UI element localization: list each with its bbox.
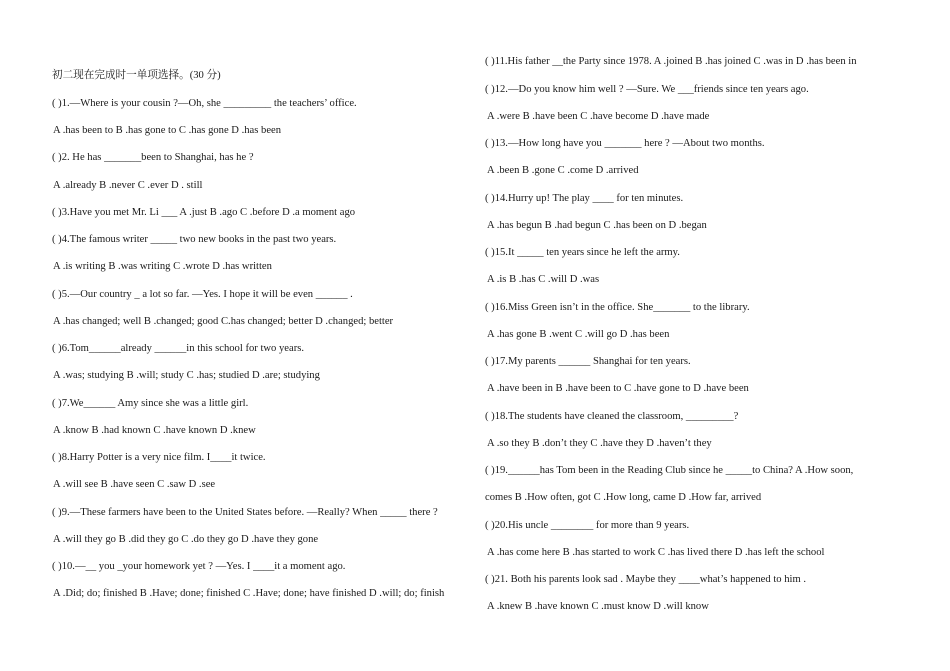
question-line: ( )5.—Our country _ a lot so far. —Yes. I hope it will be even ______ .	[52, 289, 353, 300]
question-line: ( )18.The students have cleaned the classroom, _________?	[485, 411, 739, 422]
options-line: A .is writing B .was writing C .wrote D .has written	[53, 261, 272, 272]
question-line: ( )6.Tom______already ______in this school for two years.	[52, 343, 304, 354]
question-line: ( )9.—These farmers have been to the United States before. —Really? When _____ there ?	[52, 507, 438, 518]
options-line: A .were B .have been C .have become D .have made	[487, 111, 710, 122]
options-line: A .has come here B .has started to work C .has lived there D .has left the school	[487, 547, 825, 558]
question-line: ( )2. He has _______been to Shanghai, has he ?	[52, 152, 254, 163]
question-line: ( )8.Harry Potter is a very nice film. I____it twice.	[52, 452, 266, 463]
options-line: A .already B .never C .ever D . still	[53, 180, 203, 191]
options-line: A .so they B .don’t they C .have they D .haven’t they	[487, 438, 712, 449]
options-line: A .has gone B .went C .will go D .has been	[487, 329, 670, 340]
question-line: ( )4.The famous writer _____ two new books in the past two years.	[52, 234, 337, 245]
options-line: A .have been in B .have been to C .have gone to D .have been	[487, 383, 749, 394]
question-line: ( )13.—How long have you _______ here ? —About two months.	[485, 138, 765, 149]
question-line: ( )16.Miss Green isn’t in the office. She_______ to the library.	[485, 302, 750, 313]
options-line: A .been B .gone C .come D .arrived	[487, 165, 639, 176]
question-line: ( )3.Have you met Mr. Li ___ A .just B .ago C .before D .a moment ago	[52, 207, 356, 218]
question-line: ( )11.His father __the Party since 1978. A .joined B .has joined C .was in D .has been in	[485, 56, 857, 67]
options-line: A .has begun B .had begun C .has been on D .began	[487, 220, 707, 231]
question-line: ( )19.______has Tom been in the Reading Club since he _____to China? A .How soon,	[485, 465, 854, 476]
options-line: A .has been to B .has gone to C .has gone D .has been	[53, 125, 282, 136]
options-line: A .know B .had known C .have known D .knew	[53, 425, 256, 436]
options-line: A .was; studying B .will; study C .has; studied D .are; studying	[53, 370, 320, 381]
question-line: ( )14.Hurry up! The play ____ for ten minutes.	[485, 193, 684, 204]
question-line: ( )21. Both his parents look sad . Maybe they ____what’s happened to him .	[485, 574, 806, 585]
question-line: ( )20.His uncle ________ for more than 9 years.	[485, 520, 690, 531]
options-line: A .Did; do; finished B .Have; done; finished C .Have; done; have finished D .will; do; finish	[53, 588, 445, 599]
question-line: ( )10.—__ you _your homework yet ? —Yes. I ____it a moment ago.	[52, 561, 346, 572]
question-line: ( )15.It _____ ten years since he left the army.	[485, 247, 680, 258]
question-line: ( )17.My parents ______ Shanghai for ten years.	[485, 356, 691, 367]
question-line: ( )7.We______ Amy since she was a little girl.	[52, 398, 249, 409]
question-line: ( )12.—Do you know him well ? —Sure. We ___friends since ten years ago.	[485, 84, 809, 95]
options-line: A .will they go B .did they go C .do they go D .have they gone	[53, 534, 319, 545]
worksheet-title: 初二现在完成时一单项选择。(30 分)	[52, 70, 221, 81]
options-line: A .will see B .have seen C .saw D .see	[53, 479, 216, 490]
question-line: ( )1.—Where is your cousin ?—Oh, she _________ the teachers’ office.	[52, 98, 357, 109]
options-line: A .is B .has C .will D .was	[487, 274, 600, 285]
options-line: A .knew B .have known C .must know D .will know	[487, 601, 709, 612]
question-continuation: comes B .How often, got C .How long, came D .How far, arrived	[485, 492, 762, 503]
options-line: A .has changed; well B .changed; good C.has changed; better D .changed; better	[53, 316, 394, 327]
